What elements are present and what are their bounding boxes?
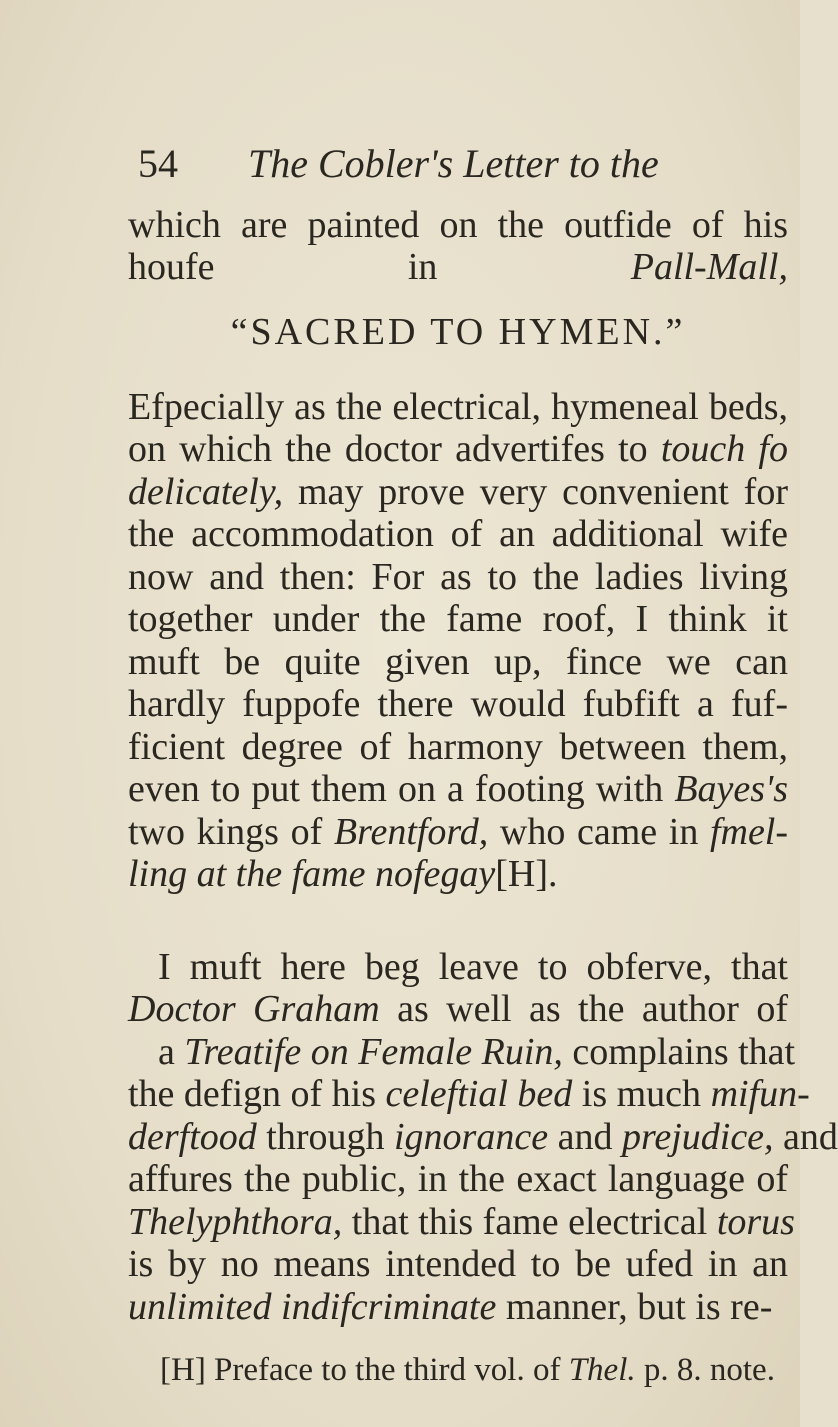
line-text: two kings of — [128, 811, 334, 853]
line-text: is much — [572, 1073, 711, 1115]
line-text: “SACRED TO HYMEN.” — [230, 311, 686, 353]
line-text: the accommodation of an additional wife — [128, 513, 788, 555]
text-line — [128, 725, 788, 769]
italic-text: prejudice, — [621, 1116, 774, 1158]
text-line — [128, 1285, 788, 1329]
italic-text: unlimited indifcriminate — [128, 1286, 497, 1328]
italic-text: Doctor Graham — [128, 988, 380, 1030]
text-line — [128, 852, 788, 896]
italic-text: derftood — [128, 1116, 257, 1158]
line-text: muft be quite given up, fince we can — [128, 641, 788, 683]
line-text: manner, but is re- — [496, 1286, 773, 1328]
line-text: and — [773, 1116, 838, 1158]
text-line — [158, 1030, 796, 1074]
text-line — [128, 767, 788, 811]
line-text: [H]. — [495, 853, 558, 895]
text-line — [128, 310, 788, 354]
line-text: together under the fame roof, I think it — [128, 598, 788, 640]
italic-text: mifun- — [710, 1073, 810, 1115]
text-line — [128, 427, 788, 471]
italic-text: delicately, — [128, 471, 284, 513]
line-text: on which the doctor advertifes to — [128, 428, 661, 470]
line-text: now and then: For as to the ladies living — [128, 556, 788, 598]
text-line — [158, 945, 788, 989]
line-text: that this fame electrical — [342, 1201, 717, 1243]
text-line — [128, 555, 788, 599]
page-header — [138, 140, 778, 200]
line-text: may prove very convenient for — [283, 471, 788, 513]
line-text: who came in — [488, 811, 710, 853]
footnote — [160, 1350, 780, 1390]
italic-text: ignorance — [394, 1116, 549, 1158]
italic-text: fmel- — [709, 811, 789, 853]
text-line — [128, 1072, 810, 1116]
text-line — [128, 245, 788, 289]
italic-text: ling at the fame nofegay — [128, 853, 496, 895]
line-text: Efpecially as the electrical, hymeneal beds, — [128, 386, 788, 428]
italic-text: Treatife on Female Ruin, — [184, 1031, 563, 1073]
line-text: the defign of his — [128, 1073, 386, 1115]
line-text: houfe in — [128, 246, 631, 288]
line-text: which are painted on the outfide of his — [128, 204, 788, 246]
italic-text: torus — [716, 1201, 795, 1243]
line-text: ficient degree of harmony between them, — [128, 726, 788, 768]
line-text: a — [158, 1031, 185, 1073]
text-line — [128, 1242, 788, 1286]
italic-text: Thel. — [568, 1352, 636, 1388]
line-text: p. 8. note. — [635, 1352, 775, 1388]
text-line — [128, 1115, 838, 1159]
italic-text: Thelyphthora, — [128, 1201, 343, 1243]
page-number: 54 — [138, 141, 178, 186]
text-line — [128, 682, 788, 726]
line-text: through — [256, 1116, 394, 1158]
text-line — [128, 1200, 795, 1244]
line-text: and — [548, 1116, 622, 1158]
italic-text: Pall-Mall, — [630, 246, 788, 288]
text-line — [128, 810, 788, 854]
line-text: complains that — [562, 1031, 796, 1073]
line-text: as well as the author of — [379, 988, 789, 1030]
text-line — [128, 470, 788, 514]
line-text: hardly fuppofe there would fubfift a fuf- — [128, 683, 788, 725]
italic-text: Bayes's — [674, 768, 788, 810]
text-line — [128, 385, 788, 429]
italic-text: celeftial bed — [385, 1073, 573, 1115]
italic-text: touch fo — [660, 428, 788, 470]
text-line — [128, 987, 788, 1031]
text-line — [128, 512, 788, 556]
line-text: I muft here beg leave to obferve, that — [158, 946, 788, 988]
italic-text: Brentford, — [333, 811, 489, 853]
running-head: The Cobler's Letter to the — [248, 141, 659, 186]
line-text: even to put them on a footing with — [128, 768, 675, 810]
text-line — [128, 640, 788, 684]
line-text: is by no means intended to be ufed in an — [128, 1243, 788, 1285]
text-line — [128, 1157, 788, 1201]
text-line — [128, 597, 788, 641]
line-text: [H] Preface to the third vol. of — [160, 1352, 569, 1388]
text-line — [128, 203, 788, 247]
line-text: affures the public, in the exact language of — [128, 1158, 788, 1200]
